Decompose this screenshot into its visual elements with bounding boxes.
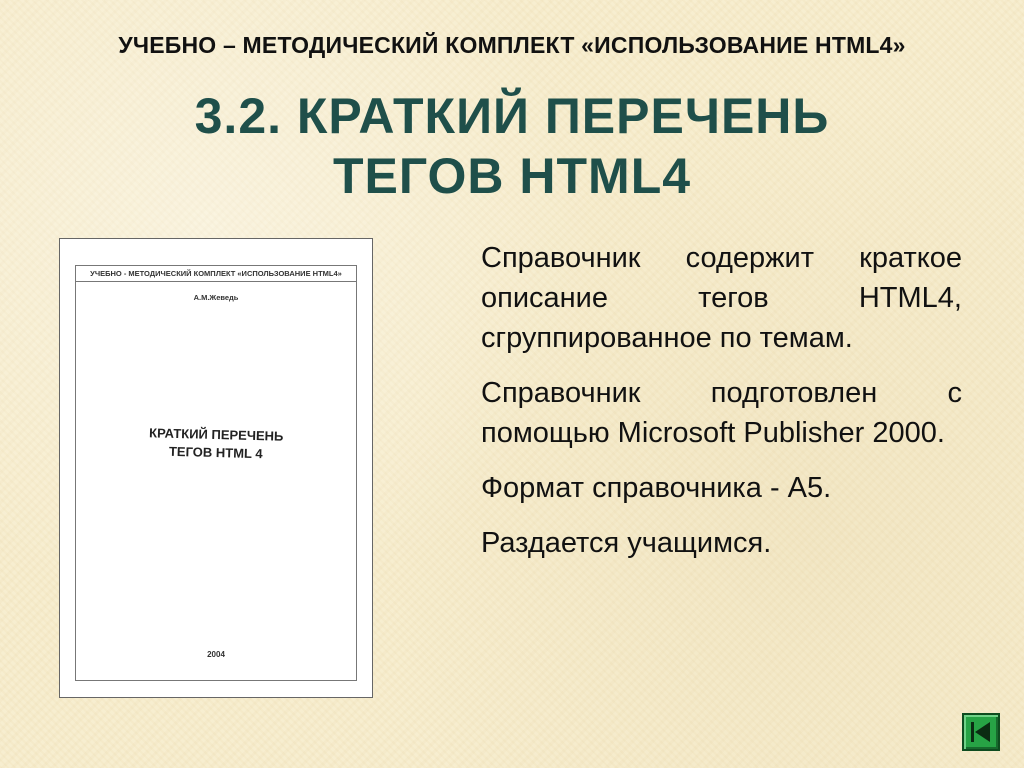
book-cover-title-line-2: ТЕГОВ HTML 4 [168, 443, 263, 462]
book-cover-title-line-1: КРАТКИЙ ПЕРЕЧЕНЬ [148, 425, 284, 444]
book-cover-author: А.М.Жеведь [193, 293, 239, 302]
description-paragraph-3: Формат справочника - А5. [481, 472, 832, 504]
first-slide-button[interactable] [962, 713, 1000, 751]
slide-title-line-1: 3.2. КРАТКИЙ ПЕРЕЧЕНЬ [194, 88, 830, 144]
book-cover-header: УЧЕБНО - МЕТОДИЧЕСКИЙ КОМПЛЕКТ «ИСПОЛЬЗОВАНИЕ HTML4» [90, 269, 342, 278]
book-cover-year: 2004 [207, 650, 225, 659]
description-paragraph-1: Справочник содержит краткое описание тегов HTML4, сгруппированное по темам. [481, 242, 962, 354]
description-text [481, 238, 962, 578]
slide-title [0, 86, 1024, 206]
book-cover-divider [76, 281, 356, 282]
slide-title-line-2: ТЕГОВ HTML4 [332, 148, 692, 204]
description-paragraph-4: Раздается учащимся. [481, 527, 772, 559]
description-paragraph-2: Справочник подготовлен с помощью Microsoft Publisher 2000. [481, 377, 962, 449]
course-header: УЧЕБНО – МЕТОДИЧЕСКИЙ КОМПЛЕКТ «ИСПОЛЬЗОВАНИЕ HTML4» [118, 32, 906, 58]
first-slide-icon [968, 719, 994, 745]
book-cover-title [76, 422, 357, 465]
book-cover-page [75, 265, 357, 681]
book-cover-image [59, 238, 373, 698]
